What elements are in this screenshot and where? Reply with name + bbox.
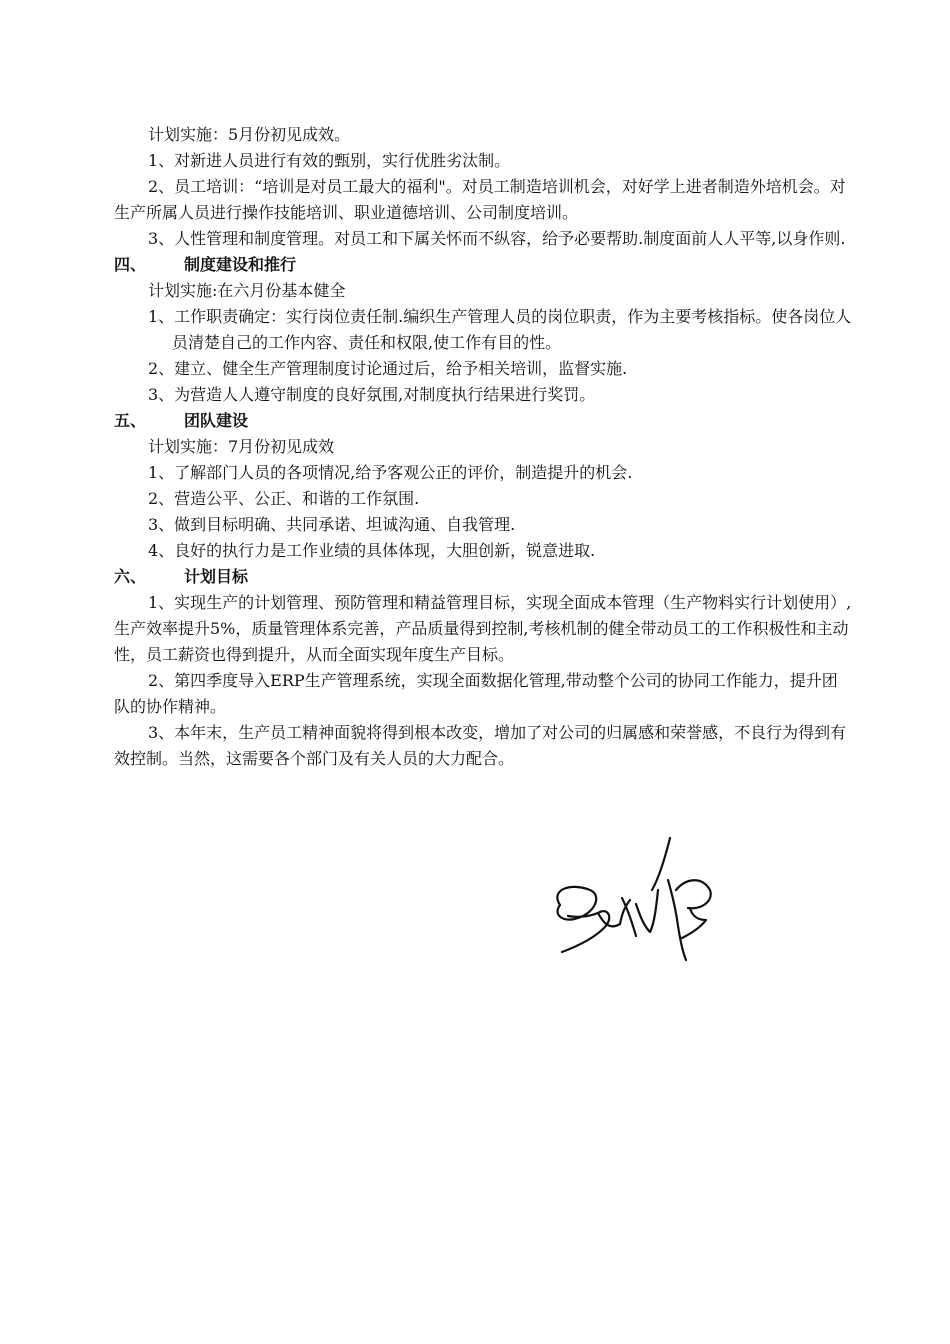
- section4-number: 四、: [114, 255, 147, 274]
- section5-item-3: 3、做到目标明确、共同承诺、坦诚沟通、自我管理.: [148, 515, 516, 534]
- section4-item-3: 3、为营造人人遵守制度的良好氛围,对制度执行结果进行奖罚。: [148, 385, 596, 404]
- section5-item-1: 1、了解部门人员的各项情况,给予客观公正的评价，制造提升的机会.: [148, 463, 633, 482]
- section4-item-1: 1、工作职责确定：实行岗位责任制.编织生产管理人员的岗位职责，作为主要考核指标。使各岗位人员清楚自己的工作内容、责任和权限,使工作有目的性。: [148, 307, 852, 352]
- section5-number: 五、: [114, 411, 147, 430]
- section5-item-2: 2、营造公平、公正、和谐的工作氛围.: [148, 489, 420, 508]
- section6-item-3: 3、本年末，生产员工精神面貌将得到根本改变，增加了对公司的归属感和荣誉感，不良行为得到有效控制。当然，这需要各个部门及有关人员的大力配合。: [114, 723, 847, 768]
- section4-item-2: 2、建立、健全生产管理制度讨论通过后，给予相关培训，监督实施.: [148, 359, 628, 378]
- section6-item-2: 2、第四季度导入ERP生产管理系统，实现全面数据化管理,带动整个公司的协同工作能力，提升团队的协作精神。: [114, 671, 838, 716]
- section3-item-2: 2、员工培训：“培训是对员工最大的福利"。对员工制造培训机会，对好学上进者制造外培机会。对生产所属人员进行操作技能培训、职业道德培训、公司制度培训。: [114, 177, 846, 222]
- section5-heading: [114, 408, 852, 434]
- section4-heading: [114, 252, 852, 278]
- section5-item-4: 4、良好的执行力是工作业绩的具体体现，大胆创新，锐意进取.: [148, 541, 596, 560]
- section3-item-1: 1、对新进人员进行有效的甄别，实行优胜劣汰制。: [148, 151, 511, 170]
- section5-plan: 计划实施：7月份初见成效: [148, 437, 335, 456]
- handwritten-signature-icon: [540, 820, 720, 970]
- section6-item-1: 1、实现生产的计划管理、预防管理和精益管理目标，实现全面成本管理（生产物料实行计划使用）,生产效率提升5%，质量管理体系完善，产品质量得到控制,考核机制的健全带动员工的工作积极性和主动性，员工薪资也得到提升，从而全面实现年度生产目标。: [114, 593, 852, 664]
- section3-plan: 计划实施：5月份初见成效。: [148, 125, 351, 144]
- section6-title: 计划目标: [184, 567, 249, 586]
- section3-item-3: 3、人性管理和制度管理。对员工和下属关怀而不纵容，给予必要帮助.制度面前人人平等,以身作则.: [148, 229, 846, 248]
- section6-number: 六、: [114, 567, 147, 586]
- section4-title: 制度建设和推行: [184, 255, 297, 274]
- document-body: [114, 122, 852, 772]
- section4-plan: 计划实施:在六月份基本健全: [148, 281, 346, 300]
- section6-heading: [114, 564, 852, 590]
- section5-title: 团队建设: [184, 411, 249, 430]
